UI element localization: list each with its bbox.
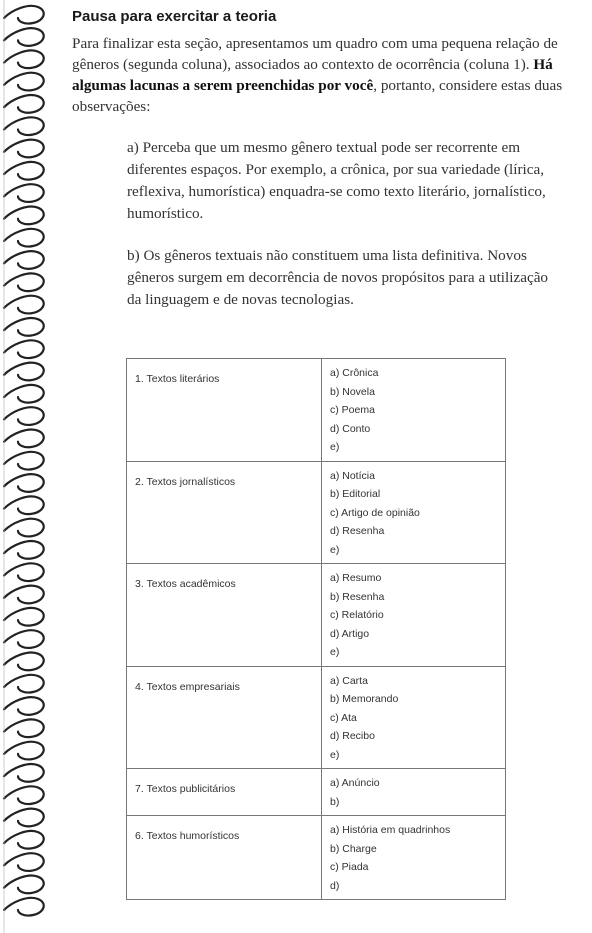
genre-item: a) Notícia [330, 469, 375, 482]
observation-b: b) Os gêneros textuais não constituem uma lista definitiva. Novos gêneros surgem em decorrência de novos propósitos para a utilização da linguagem e de novas tecnologias. [127, 247, 549, 308]
spiral-binding [0, 0, 56, 933]
genres-cell [322, 461, 506, 564]
genre-item: c) Ata [330, 711, 357, 724]
spiral-coil [4, 809, 44, 827]
genre-item: a) História em quadrinhos [330, 824, 451, 836]
table-row [127, 359, 506, 462]
genre-item: a) Crônica [330, 367, 379, 379]
genres-cell [322, 816, 506, 900]
spiral-coil [4, 586, 44, 604]
genre-item: c) Poema [330, 404, 375, 416]
spiral-coil [4, 273, 44, 291]
spiral-coil [4, 363, 44, 381]
spiral-coil [4, 496, 44, 514]
genre-item: b) [330, 795, 340, 808]
genre-item: a) Anúncio [330, 777, 380, 789]
genre-item: b) Novela [330, 385, 375, 398]
intro-bold-text: Há algumas lacunas a serem preenchidas por você [72, 56, 553, 94]
spiral-coil [4, 407, 44, 425]
spiral-coil [4, 162, 44, 180]
genre-item: b) Memorando [330, 693, 399, 705]
spiral-coil [4, 719, 44, 737]
context-cell: 1. Textos literários [127, 359, 322, 462]
genre-item: b) Resenha [330, 590, 385, 603]
spiral-coil [4, 95, 44, 113]
genre-item: e) [330, 441, 340, 453]
spiral-coil [4, 28, 44, 46]
spiral-coil [4, 296, 44, 314]
genre-item: e) [330, 646, 340, 658]
spiral-coil [4, 73, 44, 91]
context-cell: 2. Textos jornalísticos [127, 461, 322, 564]
spiral-coil [4, 229, 44, 247]
spiral-coil [4, 474, 44, 492]
context-cell: 7. Textos publicitários [127, 769, 322, 816]
spiral-coil [4, 385, 44, 403]
intro-paragraph [72, 33, 582, 117]
genre-item: c) Piada [330, 861, 369, 873]
genre-item: c) Artigo de opinião [330, 506, 420, 519]
observation-a: a) Perceba que um mesmo gênero textual pode ser recorrente em diferentes espaços. Por exemplo, a crônica, por sua variedade (lírica, reflexiva, humorística) enquadra-se como texto literário, jornalístico, humorístico. [127, 139, 546, 222]
context-cell: 4. Textos empresariais [127, 666, 322, 769]
page-content [72, 8, 582, 311]
genre-item: b) Charge [330, 842, 377, 855]
genre-item: d) Recibo [330, 730, 375, 742]
genre-item: d) Conto [330, 422, 371, 435]
spiral-coil [4, 117, 44, 135]
genres-cell [322, 359, 506, 462]
genre-item: b) Editorial [330, 488, 381, 500]
genre-item: a) Carta [330, 674, 368, 687]
genres-cell [322, 666, 506, 769]
spiral-coil [4, 563, 44, 581]
table-row [127, 666, 506, 769]
genres-table [126, 358, 506, 900]
spiral-coil [4, 786, 44, 804]
table-row [127, 564, 506, 667]
spiral-coil [4, 764, 44, 782]
genre-item: c) Relatório [330, 609, 384, 621]
spiral-coil [4, 876, 44, 894]
context-cell: 6. Textos humorísticos [127, 816, 322, 900]
spiral-coil [4, 207, 44, 225]
genre-item: e) [330, 543, 340, 556]
table-row [127, 816, 506, 900]
spiral-coil [4, 853, 44, 871]
genre-item: d) [330, 879, 340, 892]
spiral-coil [4, 184, 44, 202]
spiral-coil [4, 430, 44, 448]
spiral-coil [4, 50, 44, 68]
spiral-coil [4, 251, 44, 269]
genre-item: d) Resenha [330, 525, 385, 537]
spiral-coil [4, 340, 44, 358]
spiral-coil [4, 519, 44, 537]
genre-item: e) [330, 748, 340, 761]
spiral-coil [4, 608, 44, 626]
genres-cell [322, 769, 506, 816]
spiral-coil [4, 140, 44, 158]
spiral-coil [4, 541, 44, 559]
spiral-coil [4, 630, 44, 648]
spiral-coil [4, 318, 44, 336]
table-row [127, 769, 506, 816]
context-cell: 3. Textos acadêmicos [127, 564, 322, 667]
spiral-coil [4, 653, 44, 671]
spiral-coil [4, 831, 44, 849]
spiral-coil [4, 898, 44, 916]
intro-text-start: Para finalizar esta seção, apresentamos um quadro com uma pequena relação de gêneros (segunda coluna), associados ao contexto de ocorrência (coluna 1). [72, 35, 558, 73]
spiral-coil [4, 742, 44, 760]
spiral-coil [4, 697, 44, 715]
intro-text-end: , portanto, considere estas duas observações: [72, 77, 563, 115]
spiral-coil [4, 452, 44, 470]
spiral-coil [4, 6, 44, 24]
table-row [127, 461, 506, 564]
genre-item: a) Resumo [330, 572, 382, 584]
section-heading: Pausa para exercitar a teoria [72, 8, 277, 25]
genres-cell [322, 564, 506, 667]
genre-item: d) Artigo [330, 627, 370, 640]
spiral-coil [4, 675, 44, 693]
